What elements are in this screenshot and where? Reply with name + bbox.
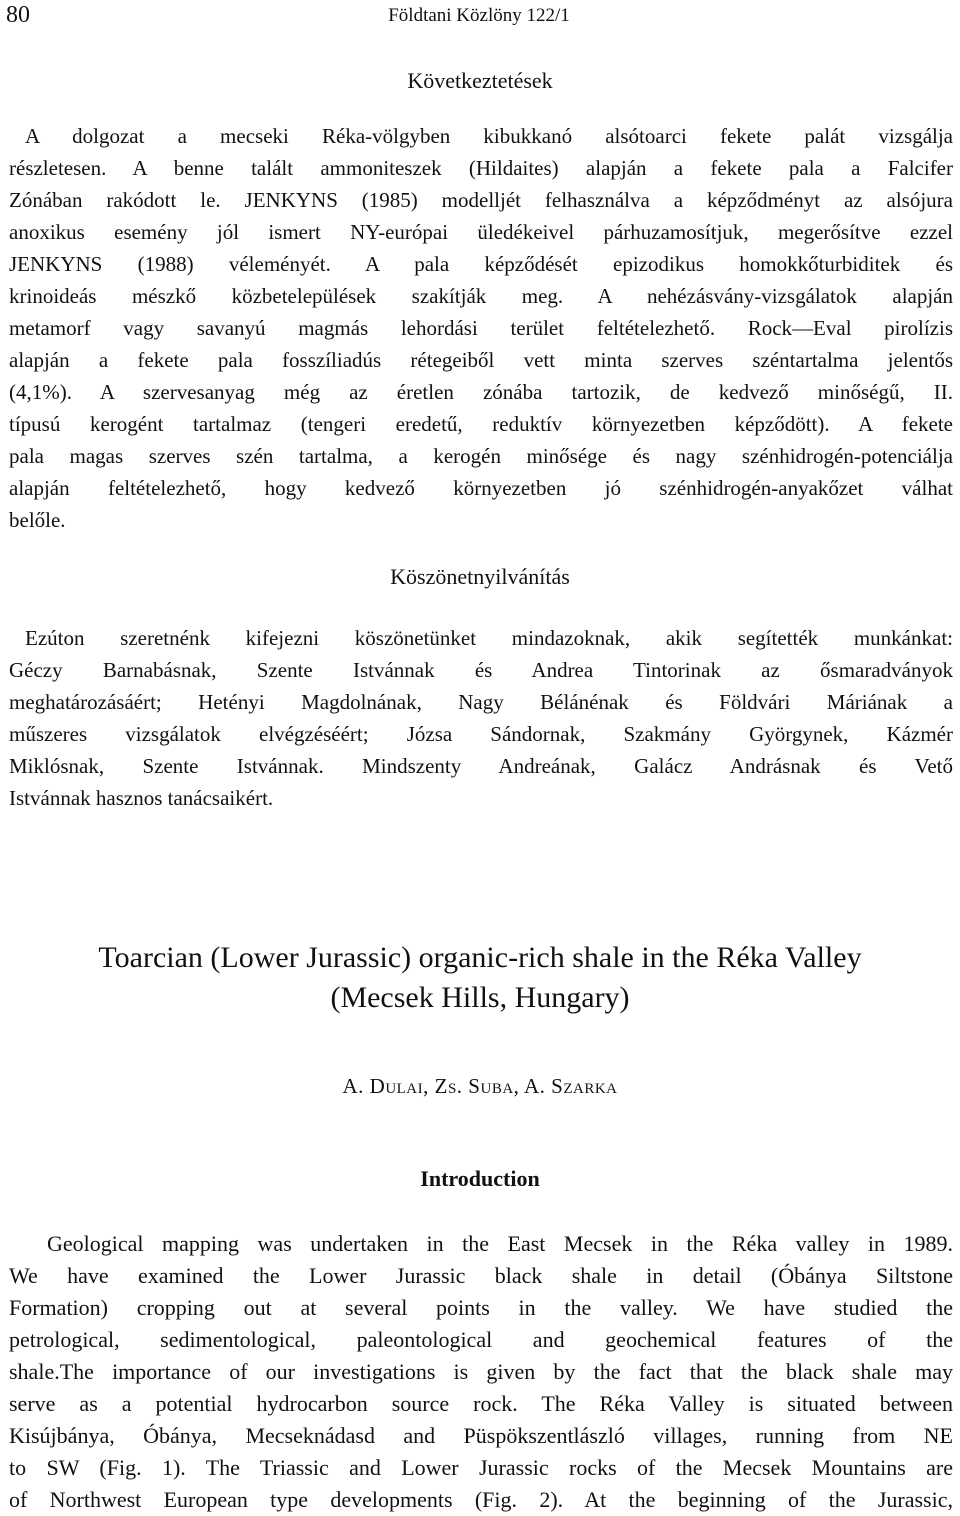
conclusions-line: típusú kerogént tartalmaz (tengeri eredetű, reduktív környezetben képződött). A fekete [9, 412, 953, 436]
introduction-line: Formation) cropping out at several points in the valley. We have studied the [9, 1295, 953, 1320]
conclusions-line: krinoideás mészkő közbetelepülések szakítják meg. A nehézásvány-vizsgálatok alapján [9, 284, 953, 308]
introduction-line: Geological mapping was undertaken in the East Mecsek in the Réka valley in 1989. [47, 1231, 953, 1256]
conclusions-line: részletesen. A benne talált ammoniteszek (Hildaites) alapján a fekete pala a Falcifer [9, 156, 953, 180]
acknowledgements-line: meghatározásáért; Hetényi Magdolnának, Nagy Bélánénak és Földvári Máriának a [9, 690, 953, 714]
page-header [6, 2, 952, 32]
conclusions-line: alapján a fekete pala fosszíliadús rétegeiből vett minta szerves széntartalma jelentős [9, 348, 953, 372]
introduction-line: shale.The importance of our investigations is given by the fact that the black shale may [9, 1359, 953, 1384]
acknowledgements-line: Géczy Barnabásnak, Szente Istvánnak és Andrea Tintorinak az ősmaradványok [9, 658, 953, 682]
introduction-line: We have examined the Lower Jurassic black shale in detail (Óbánya Siltstone [9, 1263, 953, 1288]
conclusions-heading: Következtetések [407, 68, 553, 93]
running-head: Földtani Közlöny 122/1 [388, 5, 570, 26]
conclusions-line: pala magas szerves szén tartalma, a kerogén minősége és nagy szénhidrogén-potenciálja [9, 444, 953, 468]
acknowledgements-line: Istvánnak hasznos tanácsaikért. [9, 786, 274, 810]
introduction-paragraph [9, 1228, 953, 1516]
acknowledgements-paragraph [9, 622, 953, 814]
conclusions-line: Zónában rakódott le. JENKYNS (1985) modelljét felhasználva a képződményt az alsójura [9, 188, 953, 212]
introduction-line: petrological, sedimentological, paleontological and geochemical features of the [9, 1327, 953, 1352]
conclusions-paragraph [9, 120, 953, 536]
acknowledgements-heading: Köszönetnyilvánítás [390, 564, 570, 589]
acknowledgements-line: műszeres vizsgálatok elvégzéséért; Józsa Sándornak, Szakmány Györgynek, Kázmér [9, 722, 953, 746]
introduction-line: serve as a potential hydrocarbon source rock. The Réka Valley is situated between [9, 1391, 953, 1416]
page-number: 80 [6, 2, 30, 28]
conclusions-line: alapján feltételezhető, hogy kedvező környezetben jó szénhidrogén-anyakőzet válhat [9, 476, 953, 500]
conclusions-line: JENKYNS (1988) véleményét. A pala képződését epizodikus homokkőturbiditek és [9, 252, 953, 276]
introduction-line: Kisújbánya, Óbánya, Mecseknádasd and Püspökszentlászló villages, running from NE [9, 1423, 953, 1448]
introduction-heading: Introduction [420, 1166, 540, 1191]
acknowledgements-line: Ezúton szeretnénk kifejezni köszönetünket mindazoknak, akik segítették munkánkat: [25, 626, 953, 650]
paper-title-line-2: (Mecsek Hills, Hungary) [330, 981, 630, 1014]
paper-title-line-1: Toarcian (Lower Jurassic) organic-rich shale in the Réka Valley [98, 941, 862, 974]
conclusions-line: anoxikus esemény jól ismert NY-európai üledékeivel párhuzamosítjuk, megerősítve ezzel [9, 220, 953, 244]
conclusions-line: belőle. [9, 508, 66, 532]
introduction-line: of Northwest European type developments (Fig. 2). At the beginning of the Jurassic, [9, 1487, 953, 1512]
conclusions-line: metamorf vagy savanyú magmás lehordási terület feltételezhető. Rock—Eval pirolízis [9, 316, 953, 340]
acknowledgements-line: Miklósnak, Szente Istvánnak. Mindszenty Andreának, Galácz Andrásnak és Vető [9, 754, 953, 778]
paper-authors: A. Dulai, Zs. Suba, A. Szarka [342, 1074, 618, 1098]
conclusions-line: A dolgozat a mecseki Réka-völgyben kibukkanó alsótoarci fekete palát vizsgálja [25, 124, 953, 148]
paper-title [0, 938, 960, 1018]
conclusions-line: (4,1%). A szervesanyag még az éretlen zónába tartozik, de kedvező minőségű, II. [9, 380, 953, 404]
introduction-line: to SW (Fig. 1). The Triassic and Lower Jurassic rocks of the Mecsek Mountains are [9, 1455, 953, 1480]
